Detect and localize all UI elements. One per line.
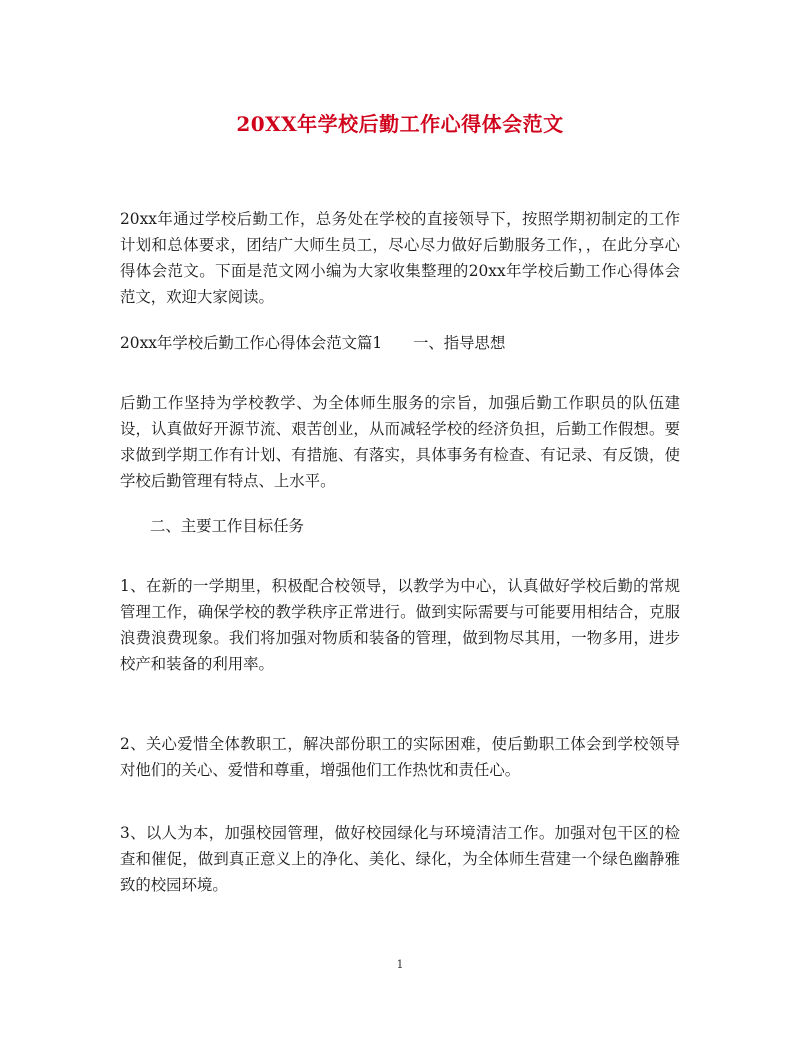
intro-paragraph: 20xx年通过学校后勤工作，总务处在学校的直接领导下，按照学期初制定的工作计划和总体要求，团结广大师生员工，尽心尽力做好后勤服务工作，，在此分享心得体会范文。下面是范文网小编为大家收集整理的20xx年学校后勤工作心得体会范文，欢迎大家阅读。 xyxy=(120,210,680,306)
guiding-paragraph: 后勤工作坚持为学校教学、为全体师生服务的宗旨，加强后勤工作职员的队伍建设，认真做好开源节流、艰苦创业，从而减轻学校的经济负担，后勤工作假想。要求做到学期工作有计划、有措施、有落实，具体事务有检查、有记录、有反馈，使学校后勤管理有特点、上水平。 xyxy=(120,394,680,490)
page-number: 1 xyxy=(396,958,404,971)
item-1-paragraph: 1、在新的一学期里，积极配合校领导，以教学为中心，认真做好学校后勤的常规管理工作，确保学校的教学秩序正常进行。做到实际需要与可能要用相结合，克服浪费浪费现象。我们将加强对物质和装备的管理，做到物尽其用，一物多用，进步校产和装备的利用率。 xyxy=(120,577,680,673)
item-3-paragraph: 3、以人为本，加强校园管理，做好校园绿化与环境清洁工作。加强对包干区的检查和催促，做到真正意义上的净化、美化、绿化，为全体师生营建一个绿色幽静雅致的校园环境。 xyxy=(120,824,680,894)
document-title: 20XX年学校后勤工作心得体会范文 xyxy=(236,112,564,136)
item-2-paragraph: 2、关心爱惜全体教职工，解决部份职工的实际困难，使后勤职工体会到学校领导对他们的关心、爱惜和尊重，增强他们工作热忱和责任心。 xyxy=(120,735,680,779)
section-two-heading: 二、主要工作目标任务 xyxy=(150,517,304,535)
section-one-heading: 20xx年学校后勤工作心得体会范文篇1 一、指导思想 xyxy=(120,334,506,352)
